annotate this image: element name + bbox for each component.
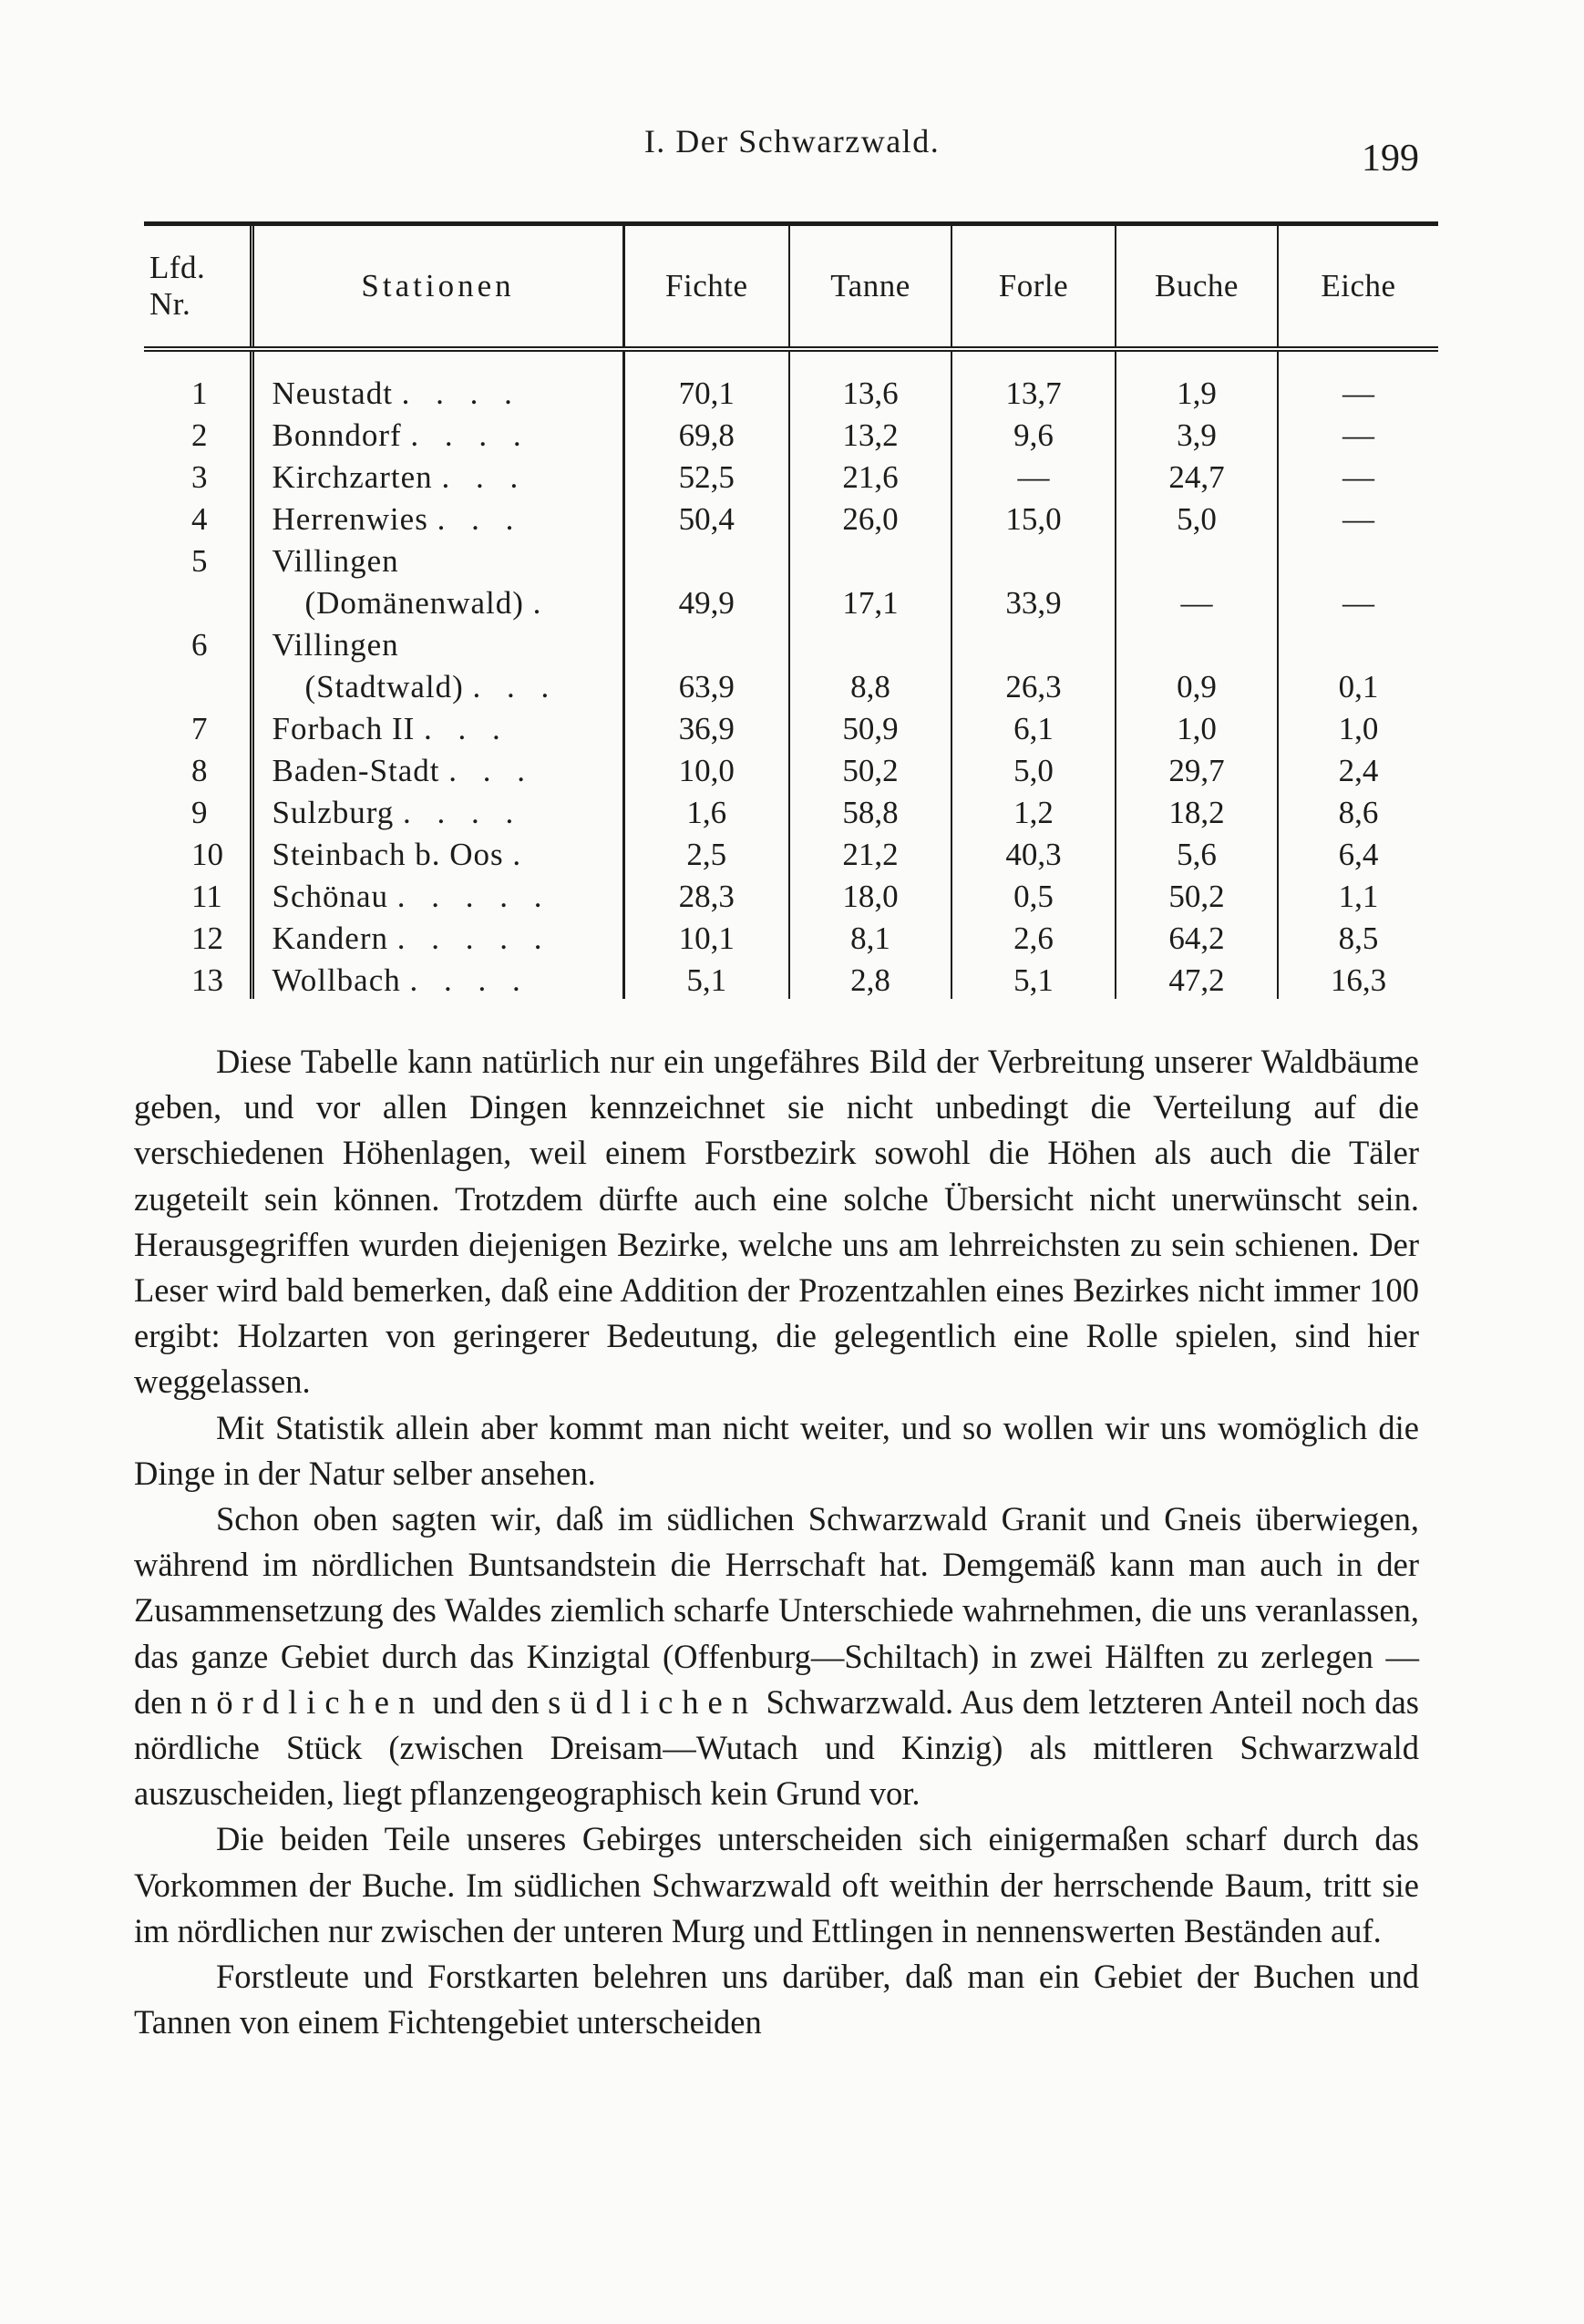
cell-station bbox=[252, 789, 623, 831]
cell-eiche: 16,3 bbox=[1278, 957, 1438, 999]
station-table bbox=[144, 221, 1438, 999]
cell-forle bbox=[951, 538, 1116, 580]
paragraph-3 bbox=[134, 1496, 1419, 1816]
cell-station bbox=[252, 349, 623, 412]
cell-station bbox=[252, 496, 623, 538]
cell-buche: 0,9 bbox=[1116, 663, 1278, 705]
cell-tanne: 21,6 bbox=[789, 454, 951, 496]
leader-dots: . . . . bbox=[401, 375, 521, 411]
station-name: Wollbach bbox=[272, 962, 401, 998]
leader-dots: . bbox=[512, 837, 530, 872]
cell-station bbox=[252, 957, 623, 999]
cell-buche: 1,0 bbox=[1116, 705, 1278, 747]
station-name: Villingen bbox=[272, 543, 399, 579]
leader-dots: . . . bbox=[448, 753, 535, 788]
cell-buche: 3,9 bbox=[1116, 412, 1278, 454]
cell-tanne: 13,6 bbox=[789, 349, 951, 412]
table-row bbox=[144, 915, 1438, 957]
paragraph-2: Mit Statistik allein aber kommt man nicht weiter, und so wollen wir uns womöglich die Dinge in der Natur selber ansehen. bbox=[134, 1408, 1419, 1492]
cell-tanne: 2,8 bbox=[789, 957, 951, 999]
table-row bbox=[144, 789, 1438, 831]
table-row bbox=[144, 454, 1438, 496]
cell-fichte: 50,4 bbox=[623, 496, 789, 538]
table-row bbox=[144, 663, 1438, 705]
cell-eiche bbox=[1278, 538, 1438, 580]
leader-dots: . . . . . bbox=[396, 879, 551, 914]
cell-nr: 5 bbox=[191, 543, 208, 579]
cell-forle: 13,7 bbox=[951, 349, 1116, 412]
cell-nr: 7 bbox=[191, 711, 208, 746]
table-header-row bbox=[144, 226, 1438, 349]
cell-fichte: 28,3 bbox=[623, 873, 789, 915]
paragraph-4: Die beiden Teile unseres Gebirges unterscheiden sich einigermaßen scharf durch das Vorkommen der Buche. Im südlichen Schwarzwald oft weithin der herrschende Baum, tritt sie im nördlichen nur zwischen der unteren Murg und Ettlingen in nennenswerten Beständen auf. bbox=[134, 1820, 1419, 1949]
cell-forle: 5,0 bbox=[951, 747, 1116, 789]
cell-forle: 40,3 bbox=[951, 831, 1116, 873]
cell-nr: 1 bbox=[191, 375, 208, 411]
cell-nr: 10 bbox=[191, 837, 223, 872]
cell-fichte: 1,6 bbox=[623, 789, 789, 831]
cell-fichte: 36,9 bbox=[623, 705, 789, 747]
cell-nr bbox=[144, 580, 252, 622]
cell-station bbox=[252, 915, 623, 957]
cell-nr: 8 bbox=[191, 753, 208, 788]
leader-dots: . . . bbox=[424, 711, 509, 746]
cell-station bbox=[252, 831, 623, 873]
cell-eiche: 1,0 bbox=[1278, 705, 1438, 747]
cell-fichte: 63,9 bbox=[623, 663, 789, 705]
table-row bbox=[144, 622, 1438, 663]
table-row bbox=[144, 412, 1438, 454]
paragraph-1: Diese Tabelle kann natürlich nur ein ungefähres Bild der Verbreitung unserer Waldbäume geben, und vor allen Dingen kennzeichnet sie nicht unbedingt die Verteilung auf die verschiedenen Höhenlagen, weil einem Forstbezirk sowohl die Höhen als auch die Täler zugeteilt sein können. Trotzdem dürfte auch eine solche Übersicht nicht unerwünscht sein. Herausgegriffen wurden diejenigen Bezirke, welche uns am lehrreichsten zu sein schienen. Der Leser wird bald bemerken, daß eine Addition der Prozentzahlen eines Bezirkes nicht immer 100 ergibt: Holzarten von geringerer Bedeutung, die gelegentlich eine Rolle spielen, sind hier weggelassen. bbox=[134, 1043, 1419, 1401]
station-name: Schönau bbox=[272, 879, 389, 914]
leader-dots: . . . . . bbox=[396, 920, 551, 956]
leader-dots: . . . . bbox=[409, 962, 530, 998]
table-body bbox=[144, 349, 1438, 999]
cell-forle bbox=[951, 622, 1116, 663]
cell-station bbox=[252, 454, 623, 496]
cell-tanne: 8,1 bbox=[789, 915, 951, 957]
cell-nr: 11 bbox=[191, 879, 222, 914]
cell-forle: 5,1 bbox=[951, 957, 1116, 999]
cell-tanne: 26,0 bbox=[789, 496, 951, 538]
cell-buche: 50,2 bbox=[1116, 873, 1278, 915]
table-row bbox=[144, 538, 1438, 580]
table-row bbox=[144, 496, 1438, 538]
cell-forle: 9,6 bbox=[951, 412, 1116, 454]
cell-fichte: 10,0 bbox=[623, 747, 789, 789]
header-nr bbox=[144, 226, 252, 349]
cell-buche: — bbox=[1116, 580, 1278, 622]
cell-nr: 9 bbox=[191, 795, 208, 830]
table-row bbox=[144, 580, 1438, 622]
cell-station bbox=[252, 663, 623, 705]
header-nr-line1: Lfd. bbox=[149, 250, 206, 285]
running-head: I. Der Schwarzwald. bbox=[643, 123, 941, 159]
leader-dots: . . . . bbox=[410, 417, 530, 453]
paragraph-3-part-b: und den bbox=[424, 1682, 549, 1721]
station-name: Steinbach b. Oos bbox=[272, 837, 504, 872]
cell-fichte: 52,5 bbox=[623, 454, 789, 496]
cell-station bbox=[252, 747, 623, 789]
cell-eiche: 8,6 bbox=[1278, 789, 1438, 831]
cell-eiche: — bbox=[1278, 580, 1438, 622]
cell-station bbox=[252, 873, 623, 915]
leader-dots: . . . bbox=[472, 669, 559, 704]
paragraph-5: Forstleute und Forstkarten belehren uns darüber, daß man ein Gebiet der Buchen und Tannen von einem Fichtengebiet unterscheiden bbox=[134, 1958, 1419, 2041]
cell-tanne: 58,8 bbox=[789, 789, 951, 831]
cell-tanne: 50,9 bbox=[789, 705, 951, 747]
table-row bbox=[144, 831, 1438, 873]
cell-forle: 15,0 bbox=[951, 496, 1116, 538]
cell-eiche: — bbox=[1278, 454, 1438, 496]
station-name: Sulzburg bbox=[272, 795, 395, 830]
cell-buche bbox=[1116, 622, 1278, 663]
cell-eiche: 6,4 bbox=[1278, 831, 1438, 873]
table-row bbox=[144, 957, 1438, 999]
paragraph-3-part-a: Schon oben sagten wir, daß im südlichen Schwarzwald Granit und Gneis überwiegen, während im nördlichen Buntsandstein die Herrschaft hat. Demgemäß kann man auch in der Zusammensetzung des Waldes ziemlich scharfe Unterschiede wahrnehmen, die uns veranlassen, das ganze Gebiet durch das Kinzigtal (Offenburg—Schiltach) in zwei Hälften zu zerlegen — den bbox=[134, 1500, 1419, 1721]
cell-station bbox=[252, 705, 623, 747]
cell-tanne: 21,2 bbox=[789, 831, 951, 873]
cell-forle: 6,1 bbox=[951, 705, 1116, 747]
cell-forle: — bbox=[951, 454, 1116, 496]
cell-fichte: 69,8 bbox=[623, 412, 789, 454]
cell-eiche: — bbox=[1278, 496, 1438, 538]
cell-buche: 5,6 bbox=[1116, 831, 1278, 873]
station-name: Bonndorf bbox=[272, 417, 402, 453]
cell-station bbox=[252, 412, 623, 454]
cell-nr: 6 bbox=[191, 627, 208, 663]
paragraph-3-part-c: Schwarzwald. Aus dem letzteren Anteil noch das nördliche Stück (zwischen Dreisam—Wutach und Kinzig) als mittleren Schwarzwald auszuscheiden, liegt pflanzengeographisch kein Grund vor. bbox=[134, 1682, 1420, 1813]
cell-forle: 33,9 bbox=[951, 580, 1116, 622]
cell-fichte bbox=[623, 622, 789, 663]
cell-buche: 1,9 bbox=[1116, 349, 1278, 412]
cell-buche bbox=[1116, 538, 1278, 580]
cell-fichte: 2,5 bbox=[623, 831, 789, 873]
station-name: (Domänenwald) bbox=[304, 585, 524, 621]
cell-buche: 24,7 bbox=[1116, 454, 1278, 496]
cell-nr: 2 bbox=[191, 417, 208, 453]
cell-tanne: 13,2 bbox=[789, 412, 951, 454]
header-tanne: Tanne bbox=[789, 226, 951, 349]
station-name: Kandern bbox=[272, 920, 389, 956]
cell-eiche: 1,1 bbox=[1278, 873, 1438, 915]
station-name: Herrenwies bbox=[272, 501, 428, 537]
cell-nr: 13 bbox=[191, 962, 223, 998]
cell-station bbox=[252, 622, 623, 663]
table-row bbox=[144, 873, 1438, 915]
station-name: Neustadt bbox=[272, 375, 393, 411]
page-number: 199 bbox=[1362, 138, 1419, 180]
cell-fichte bbox=[623, 538, 789, 580]
cell-station bbox=[252, 538, 623, 580]
cell-buche: 5,0 bbox=[1116, 496, 1278, 538]
body-text bbox=[134, 1039, 1419, 2045]
cell-station bbox=[252, 580, 623, 622]
station-name: (Stadtwald) bbox=[304, 669, 464, 704]
table-row bbox=[144, 747, 1438, 789]
cell-tanne: 17,1 bbox=[789, 580, 951, 622]
cell-forle: 0,5 bbox=[951, 873, 1116, 915]
cell-tanne bbox=[789, 538, 951, 580]
cell-forle: 26,3 bbox=[951, 663, 1116, 705]
cell-eiche bbox=[1278, 622, 1438, 663]
cell-eiche: 0,1 bbox=[1278, 663, 1438, 705]
station-name: Kirchzarten bbox=[272, 459, 433, 495]
cell-buche: 47,2 bbox=[1116, 957, 1278, 999]
station-name: Forbach II bbox=[272, 711, 416, 746]
cell-fichte: 49,9 bbox=[623, 580, 789, 622]
cell-buche: 29,7 bbox=[1116, 747, 1278, 789]
cell-tanne: 18,0 bbox=[789, 873, 951, 915]
cell-tanne bbox=[789, 622, 951, 663]
header-nr-line2: Nr. bbox=[149, 286, 191, 322]
header-fichte: Fichte bbox=[623, 226, 789, 349]
cell-buche: 18,2 bbox=[1116, 789, 1278, 831]
cell-nr: 12 bbox=[191, 920, 223, 956]
cell-buche: 64,2 bbox=[1116, 915, 1278, 957]
cell-eiche: 2,4 bbox=[1278, 747, 1438, 789]
header-eiche: Eiche bbox=[1278, 226, 1438, 349]
station-name: Baden-Stadt bbox=[272, 753, 440, 788]
tree-distribution-table bbox=[144, 226, 1438, 999]
cell-eiche: 8,5 bbox=[1278, 915, 1438, 957]
cell-forle: 1,2 bbox=[951, 789, 1116, 831]
table-row bbox=[144, 349, 1438, 412]
leader-dots: . . . . bbox=[403, 795, 523, 830]
station-name: Villingen bbox=[272, 627, 399, 663]
cell-nr: 3 bbox=[191, 459, 208, 495]
header-station: Stationen bbox=[252, 226, 623, 349]
cell-fichte: 5,1 bbox=[623, 957, 789, 999]
cell-fichte: 70,1 bbox=[623, 349, 789, 412]
cell-forle: 2,6 bbox=[951, 915, 1116, 957]
cell-tanne: 50,2 bbox=[789, 747, 951, 789]
spaced-word-suedlichen: südlichen bbox=[548, 1682, 757, 1721]
table-row bbox=[144, 705, 1438, 747]
spaced-word-noerdlichen: nördlichen bbox=[190, 1682, 425, 1721]
header-buche: Buche bbox=[1116, 226, 1278, 349]
leader-dots: . . . bbox=[441, 459, 528, 495]
cell-tanne: 8,8 bbox=[789, 663, 951, 705]
leader-dots: . bbox=[532, 585, 550, 621]
cell-fichte: 10,1 bbox=[623, 915, 789, 957]
cell-eiche: — bbox=[1278, 412, 1438, 454]
cell-nr: 4 bbox=[191, 501, 208, 537]
leader-dots: . . . bbox=[437, 501, 523, 537]
cell-eiche: — bbox=[1278, 349, 1438, 412]
header-forle: Forle bbox=[951, 226, 1116, 349]
cell-nr bbox=[144, 663, 252, 705]
